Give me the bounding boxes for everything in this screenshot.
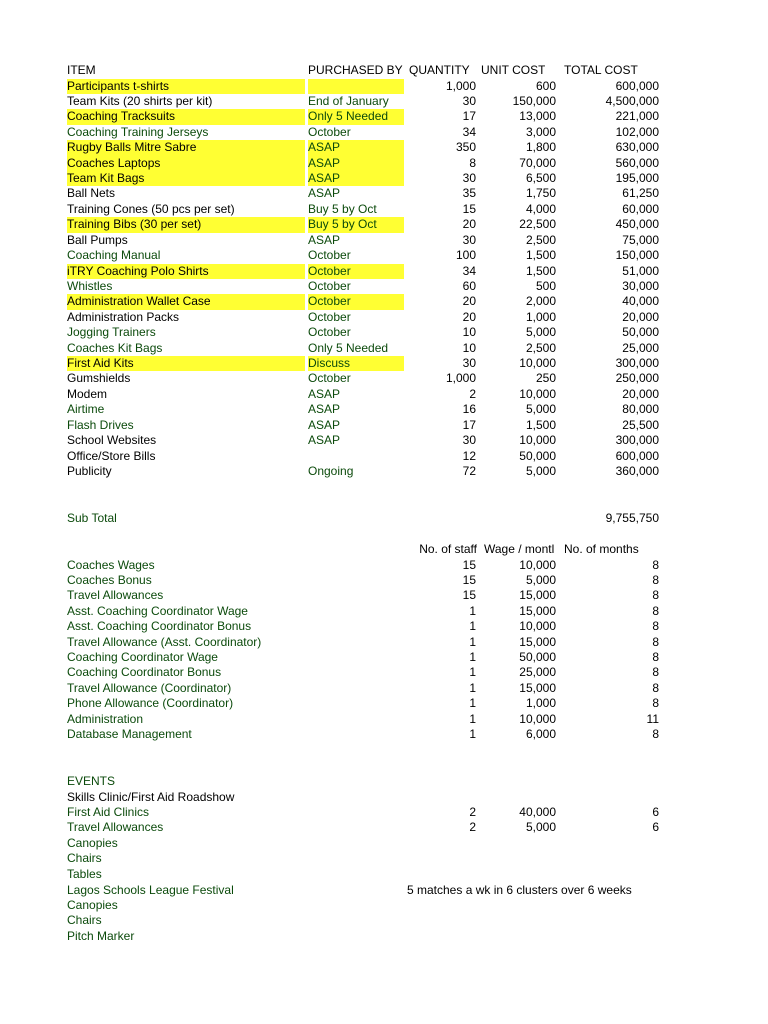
quantity: 60 [462,278,476,293]
total-cost: 300,000 [615,433,659,448]
table-row [0,836,768,851]
unit-cost: 150,000 [512,93,556,108]
total-cost: 80,000 [622,402,659,417]
table-row [0,588,768,603]
unit-cost: 1,750 [525,186,556,201]
unit-cost: 600 [535,78,556,93]
table-row [0,464,768,479]
total-cost: 50,000 [622,325,659,340]
event-wage [478,867,556,882]
no-of-months: 8 [652,665,659,680]
event-months [560,836,659,851]
no-of-staff: 15 [462,557,476,572]
item-name: Publicity [67,464,112,478]
event-wage: 5,000 [525,820,556,835]
no-of-months: 8 [652,619,659,634]
quantity: 30 [462,356,476,371]
purchased-by: October [308,371,351,386]
quantity: 34 [462,263,476,278]
total-cost: 150,000 [615,248,659,263]
purchased-by: End of January [308,93,389,108]
item-name: Administration Wallet Case [67,294,305,309]
event-staff [404,851,476,866]
item-name: Coaching Tracksuits [67,109,305,124]
purchased-by: October [308,309,351,324]
no-of-months: 8 [652,634,659,649]
table-row [0,171,768,186]
total-cost: 560,000 [615,155,659,170]
no-of-staff: 1 [469,711,476,726]
event-item-name: Travel Allowances [67,820,164,835]
staff-item-name: Asst. Coaching Coordinator Wage [67,603,248,618]
festival-item-name: Chairs [67,913,102,928]
total-cost: 221,000 [615,109,659,124]
item-name: iTRY Coaching Polo Shirts [67,264,305,279]
no-of-staff: 1 [469,665,476,680]
table-row [0,294,768,309]
total-cost: 102,000 [615,124,659,139]
table-row [0,696,768,711]
total-cost: 40,000 [622,294,659,309]
event-months [560,867,659,882]
festival-row [0,883,768,898]
purchased-by: ASAP [308,186,341,201]
unit-cost: 4,000 [525,201,556,216]
purchased-by: October [308,294,404,309]
table-row [0,418,768,433]
quantity: 20 [462,309,476,324]
total-cost: 630,000 [615,140,659,155]
no-of-months: 8 [652,557,659,572]
event-staff: 2 [469,820,476,835]
table-row [0,727,768,742]
festival-item-name: Canopies [67,898,118,912]
table-row [0,820,768,835]
header-no-of-staff: No. of staff [419,542,477,556]
no-of-staff: 1 [469,603,476,618]
event-staff [404,867,476,882]
unit-cost: 70,000 [519,155,556,170]
unit-cost: 22,500 [519,217,556,232]
event-months: 6 [652,820,659,835]
unit-cost: 1,000 [525,309,556,324]
staff-item-name: Travel Allowances [67,588,164,603]
no-of-staff: 1 [469,650,476,665]
table-row [0,712,768,727]
quantity: 16 [462,402,476,417]
wage-per-month: 15,000 [519,634,556,649]
header-quantity: QUANTITY [409,63,470,77]
wage-per-month: 25,000 [519,665,556,680]
table-row [0,371,768,386]
total-cost: 30,000 [622,278,659,293]
staff-item-name: Coaches Wages [67,557,155,572]
event-wage [478,851,556,866]
quantity: 30 [462,93,476,108]
quantity: 35 [462,186,476,201]
unit-cost: 1,800 [525,140,556,155]
quantity: 10 [462,325,476,340]
purchased-by: October [308,248,351,263]
purchased-by: ASAP [308,156,404,171]
header-no-of-months: No. of months [564,542,639,556]
wage-per-month: 10,000 [519,711,556,726]
table-row [0,650,768,665]
unit-cost: 6,500 [525,171,556,186]
event-item-name: Chairs [67,851,102,866]
total-cost: 51,000 [622,263,659,278]
item-name: Jogging Trainers [67,325,156,340]
unit-cost: 3,000 [525,124,556,139]
total-cost: 75,000 [622,232,659,247]
no-of-staff: 1 [469,727,476,742]
purchased-by: Ongoing [308,464,354,478]
table-row [0,109,768,124]
purchased-by: Buy 5 by Oct [308,201,377,216]
table-row [0,558,768,573]
table-row [0,140,768,155]
staff-item-name: Coaching Coordinator Bonus [67,665,222,680]
total-cost: 250,000 [615,371,659,386]
quantity: 1,000 [445,371,476,386]
item-name: Administration Packs [67,309,180,324]
item-name: Ball Pumps [67,232,128,247]
item-name: Flash Drives [67,417,134,432]
quantity: 8 [469,155,476,170]
item-name: Office/Store Bills [67,448,156,463]
wage-per-month: 50,000 [519,650,556,665]
list-item [0,913,768,928]
event-wage: 40,000 [519,805,556,819]
purchased-by: ASAP [308,232,341,247]
staff-item-name: Travel Allowance (Coordinator) [67,680,232,695]
quantity: 30 [462,433,476,448]
unit-cost: 1,500 [525,417,556,432]
staff-item-name: Phone Allowance (Coordinator) [67,696,234,711]
quantity: 20 [462,294,476,309]
item-name: Team Kit Bags [67,171,305,186]
quantity: 17 [462,417,476,432]
item-name: Training Bibs (30 per set) [67,217,305,232]
no-of-staff: 1 [469,696,476,711]
subtotal-value: 9,755,750 [605,511,659,525]
table-row [0,310,768,325]
purchased-by: ASAP [308,402,341,417]
item-name: Participants t-shirts [67,79,305,94]
table-row [0,217,768,232]
unit-cost: 10,000 [519,356,556,371]
quantity: 17 [462,109,476,124]
purchased-by [308,79,404,94]
no-of-staff: 1 [469,634,476,649]
events-title-row [0,774,768,789]
festival-label: Lagos Schools League Festival [67,882,234,897]
quantity: 100 [455,248,476,263]
staff-item-name: Asst. Coaching Coordinator Bonus [67,619,252,634]
total-cost: 60,000 [622,201,659,216]
unit-cost: 2,500 [525,232,556,247]
item-name: Coaching Manual [67,248,161,263]
table-row [0,805,768,820]
event-staff: 2 [469,805,476,819]
unit-cost: 250 [535,371,556,386]
table-row [0,264,768,279]
total-cost: 25,000 [622,340,659,355]
staff-header-row [0,542,768,557]
table-row [0,387,768,402]
quantity: 72 [462,464,476,478]
table-row [0,665,768,680]
quantity: 350 [455,140,476,155]
staff-item-name: Database Management [67,727,192,742]
wage-per-month: 1,000 [525,696,556,711]
no-of-staff: 1 [469,619,476,634]
table-row [0,125,768,140]
quantity: 34 [462,124,476,139]
table-row [0,433,768,448]
wage-per-month: 5,000 [525,572,556,587]
wage-per-month: 15,000 [519,603,556,618]
purchased-by: Buy 5 by Oct [308,217,404,232]
festival-note: 5 matches a wk in 6 clusters over 6 weeks [407,882,632,897]
table-row [0,851,768,866]
unit-cost: 5,000 [525,464,556,478]
wage-per-month: 10,000 [519,619,556,634]
purchased-by: ASAP [308,140,404,155]
table-row [0,156,768,171]
total-cost: 25,500 [622,417,659,432]
header-unit-cost: UNIT COST [481,63,546,77]
staff-item-name: Administration [67,711,144,726]
table-row [0,402,768,417]
no-of-months: 8 [652,727,659,742]
item-name: Airtime [67,402,105,417]
no-of-staff: 1 [469,680,476,695]
wage-per-month: 15,000 [519,680,556,695]
unit-cost: 5,000 [525,325,556,340]
purchased-by: October [308,278,351,293]
table-row [0,681,768,696]
no-of-months: 8 [652,696,659,711]
no-of-staff: 15 [462,572,476,587]
total-cost: 20,000 [622,309,659,324]
event-item-name: Tables [67,866,102,881]
purchased-by: ASAP [308,386,341,401]
unit-cost: 2,500 [525,340,556,355]
table-row [0,279,768,294]
festival-item-name: Pitch Marker [67,928,135,943]
purchased-by: ASAP [308,433,341,448]
item-name: Coaches Kit Bags [67,340,163,355]
table-row [0,233,768,248]
staff-item-name: Coaching Coordinator Wage [67,650,218,665]
unit-cost: 1,500 [525,248,556,263]
events-title: EVENTS [67,774,116,788]
table-row [0,573,768,588]
header-wage-per-month: Wage / montl [484,542,555,556]
no-of-months: 8 [652,680,659,695]
purchased-by: ASAP [308,417,341,432]
staff-item-name: Travel Allowance (Asst. Coordinator) [67,634,262,649]
total-cost: 450,000 [615,217,659,232]
event-staff [404,836,476,851]
table-row [0,248,768,263]
event-item-name: First Aid Clinics [67,805,150,819]
table-row [0,341,768,356]
table-row [0,619,768,634]
quantity: 15 [462,201,476,216]
purchased-by: Only 5 Needed [308,340,389,355]
event-item-name: Canopies [67,835,118,850]
wage-per-month: 6,000 [525,727,556,742]
event-months [560,851,659,866]
unit-cost: 5,000 [525,402,556,417]
list-item [0,898,768,913]
wage-per-month: 15,000 [519,588,556,603]
item-name: Coaches Laptops [67,156,305,171]
table-row [0,449,768,464]
item-name: Coaching Training Jerseys [67,124,209,139]
purchased-by: Only 5 Needed [308,109,404,124]
quantity: 30 [462,232,476,247]
total-cost: 4,500,000 [605,93,659,108]
purchased-by: October [308,264,404,279]
unit-cost: 10,000 [519,433,556,448]
unit-cost: 50,000 [519,448,556,463]
item-name: Ball Nets [67,186,116,201]
quantity: 30 [462,171,476,186]
total-cost: 195,000 [615,171,659,186]
table-row [0,635,768,650]
table-row [0,867,768,882]
quantity: 12 [462,448,476,463]
purchased-by: ASAP [308,171,404,186]
item-name: Whistles [67,278,113,293]
header-total-cost: TOTAL COST [564,63,638,77]
quantity: 2 [469,386,476,401]
item-name: Gumshields [67,371,131,386]
staff-item-name: Coaches Bonus [67,572,152,587]
header-purchased-by: PURCHASED BY [308,63,403,77]
header-item: ITEM [67,63,96,77]
total-cost: 61,250 [622,186,659,201]
subtotal-label: Sub Total [67,511,117,525]
no-of-months: 11 [646,711,659,726]
item-name: Modem [67,386,108,401]
unit-cost: 10,000 [519,386,556,401]
total-cost: 600,000 [615,78,659,93]
item-name: Training Cones (50 pcs per set) [67,201,235,216]
no-of-months: 8 [652,588,659,603]
purchased-by: October [308,124,351,139]
unit-cost: 2,000 [525,294,556,309]
wage-per-month: 10,000 [519,557,556,572]
no-of-months: 8 [652,603,659,618]
no-of-staff: 15 [462,588,476,603]
item-name: Rugby Balls Mitre Sabre [67,140,305,155]
quantity: 10 [462,340,476,355]
no-of-months: 8 [652,650,659,665]
table-row [0,356,768,371]
items-header-row [0,63,768,78]
total-cost: 300,000 [615,356,659,371]
purchased-by [308,449,404,464]
table-row [0,604,768,619]
events-subtitle-row [0,790,768,805]
table-row [0,94,768,109]
total-cost: 600,000 [615,448,659,463]
purchased-by: Discuss [308,356,404,371]
total-cost: 20,000 [622,386,659,401]
item-name: School Websites [67,433,157,448]
event-months: 6 [652,805,659,819]
item-name: Team Kits (20 shirts per kit) [67,93,213,108]
quantity: 1,000 [445,78,476,93]
unit-cost: 13,000 [519,109,556,124]
list-item [0,929,768,944]
item-name: First Aid Kits [67,356,305,371]
unit-cost: 500 [535,278,556,293]
table-row [0,186,768,201]
subtotal-row [0,511,768,526]
no-of-months: 8 [652,572,659,587]
event-wage [478,836,556,851]
quantity: 20 [462,217,476,232]
events-subtitle: Skills Clinic/First Aid Roadshow [67,789,235,804]
table-row [0,79,768,94]
table-row [0,202,768,217]
table-row [0,325,768,340]
unit-cost: 1,500 [525,263,556,278]
purchased-by: October [308,325,351,340]
total-cost: 360,000 [615,464,659,478]
